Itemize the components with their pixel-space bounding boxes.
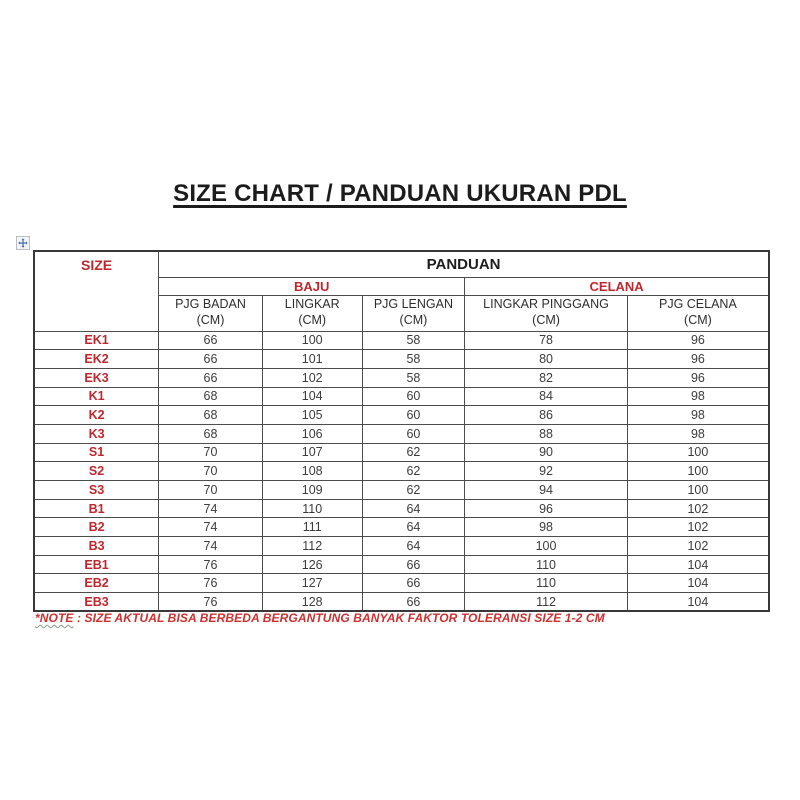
measurement-cell: 100 — [465, 537, 628, 556]
measurement-cell: 96 — [627, 368, 769, 387]
measurement-cell: 68 — [159, 424, 263, 443]
measurement-cell: 78 — [465, 331, 628, 350]
column-header-line1: LINGKAR PINGGANG — [483, 297, 609, 312]
measurement-cell: 76 — [159, 593, 263, 612]
measurement-cell: 102 — [262, 368, 362, 387]
table-row — [34, 462, 769, 481]
measurement-cell: 102 — [627, 537, 769, 556]
table-row — [34, 555, 769, 574]
size-label-cell: EB2 — [34, 574, 159, 593]
table-row — [34, 331, 769, 350]
measurement-cell: 82 — [465, 368, 628, 387]
column-header-line1: PJG LENGAN — [373, 297, 453, 312]
measurement-cell: 102 — [627, 518, 769, 537]
measurement-cell: 62 — [362, 481, 465, 500]
size-label-cell: EK3 — [34, 368, 159, 387]
measurement-cell: 74 — [159, 518, 263, 537]
table-row — [34, 368, 769, 387]
measurement-cell: 92 — [465, 462, 628, 481]
page-title: SIZE CHART / PANDUAN UKURAN PDL — [173, 180, 627, 207]
measurement-cell: 66 — [362, 574, 465, 593]
column-header-line1: LINGKAR — [284, 297, 340, 312]
column-header-line1: PJG BADAN — [175, 297, 246, 312]
measurement-cell: 64 — [362, 537, 465, 556]
measurement-cell: 66 — [362, 555, 465, 574]
measurement-cell: 108 — [262, 462, 362, 481]
measurement-cell: 109 — [262, 481, 362, 500]
footnote — [35, 611, 755, 625]
table-row — [34, 350, 769, 369]
measurement-cell: 104 — [627, 593, 769, 612]
size-label-cell: EK2 — [34, 350, 159, 369]
measurement-cell: 111 — [262, 518, 362, 537]
measurement-cell: 80 — [465, 350, 628, 369]
measurement-cell: 96 — [627, 331, 769, 350]
footnote-separator: : — [73, 611, 85, 625]
measurement-cell: 100 — [262, 331, 362, 350]
measurement-cell: 98 — [627, 424, 769, 443]
measurement-cell: 96 — [627, 350, 769, 369]
column-header-line2: (CM) — [196, 313, 225, 327]
measurement-cell: 112 — [465, 593, 628, 612]
measurement-cell: 60 — [362, 424, 465, 443]
table-row — [34, 574, 769, 593]
measurement-cell: 62 — [362, 443, 465, 462]
measurement-cell: 66 — [159, 368, 263, 387]
column-header-pjg-badan — [159, 295, 263, 331]
measurement-cell: 60 — [362, 406, 465, 425]
footnote-prefix: *NOTE — [35, 611, 74, 625]
size-label-cell: EB1 — [34, 555, 159, 574]
measurement-cell: 128 — [262, 593, 362, 612]
size-label-cell: K1 — [34, 387, 159, 406]
measurement-cell: 126 — [262, 555, 362, 574]
size-table-body — [34, 331, 769, 611]
size-label-cell: S3 — [34, 481, 159, 500]
table-row — [34, 443, 769, 462]
column-header-pjg-lengan — [362, 295, 465, 331]
column-header-line2: (CM) — [298, 313, 327, 327]
measurement-cell: 66 — [159, 350, 263, 369]
measurement-cell: 107 — [262, 443, 362, 462]
size-label-cell: S1 — [34, 443, 159, 462]
measurement-cell: 106 — [262, 424, 362, 443]
celana-group-header: CELANA — [465, 277, 769, 295]
table-row — [34, 424, 769, 443]
column-header-line1: PJG CELANA — [659, 297, 737, 312]
measurement-cell: 102 — [627, 499, 769, 518]
measurement-cell: 98 — [627, 406, 769, 425]
measurement-cell: 112 — [262, 537, 362, 556]
table-row — [34, 481, 769, 500]
size-label-cell: EB3 — [34, 593, 159, 612]
measurement-cell: 76 — [159, 555, 263, 574]
table-row — [34, 499, 769, 518]
measurement-cell: 100 — [627, 443, 769, 462]
size-label-cell: K2 — [34, 406, 159, 425]
table-row — [34, 593, 769, 612]
column-header-pjg-celana — [627, 295, 769, 331]
size-label-cell: S2 — [34, 462, 159, 481]
panduan-header: PANDUAN — [159, 251, 769, 277]
measurement-cell: 98 — [627, 387, 769, 406]
measurement-cell: 60 — [362, 387, 465, 406]
column-header-line2: (CM) — [532, 313, 560, 327]
measurement-cell: 74 — [159, 499, 263, 518]
table-row — [34, 387, 769, 406]
measurement-cell: 66 — [159, 331, 263, 350]
measurement-cell: 100 — [627, 462, 769, 481]
measurement-cell: 104 — [627, 574, 769, 593]
table-move-handle[interactable] — [16, 236, 30, 250]
column-header-line2: (CM) — [684, 313, 712, 327]
measurement-cell: 58 — [362, 331, 465, 350]
baju-group-header: BAJU — [159, 277, 465, 295]
measurement-cell: 70 — [159, 462, 263, 481]
table-row — [34, 518, 769, 537]
measurement-cell: 68 — [159, 387, 263, 406]
size-label-cell: B2 — [34, 518, 159, 537]
measurement-cell: 86 — [465, 406, 628, 425]
header-row-panduan — [34, 251, 769, 277]
measurement-cell: 104 — [627, 555, 769, 574]
size-label-cell: B3 — [34, 537, 159, 556]
measurement-cell: 70 — [159, 481, 263, 500]
column-header-lingkar — [262, 295, 362, 331]
measurement-cell: 68 — [159, 406, 263, 425]
column-header-line2: (CM) — [399, 313, 428, 327]
measurement-cell: 105 — [262, 406, 362, 425]
measurement-cell: 84 — [465, 387, 628, 406]
column-header-lingkar-pinggang — [465, 295, 628, 331]
move-cross-icon — [18, 238, 28, 248]
measurement-cell: 110 — [465, 574, 628, 593]
measurement-cell: 66 — [362, 593, 465, 612]
size-label-cell: EK1 — [34, 331, 159, 350]
measurement-cell: 62 — [362, 462, 465, 481]
measurement-cell: 110 — [262, 499, 362, 518]
measurement-cell: 58 — [362, 350, 465, 369]
measurement-cell: 94 — [465, 481, 628, 500]
measurement-cell: 76 — [159, 574, 263, 593]
measurement-cell: 70 — [159, 443, 263, 462]
size-chart-table — [33, 250, 770, 612]
table-row — [34, 537, 769, 556]
size-label-cell: K3 — [34, 424, 159, 443]
footnote-text: SIZE AKTUAL BISA BERBEDA BERGANTUNG BANYAK FAKTOR TOLERANSI SIZE 1-2 CM — [84, 611, 605, 625]
measurement-cell: 58 — [362, 368, 465, 387]
measurement-cell: 74 — [159, 537, 263, 556]
measurement-cell: 101 — [262, 350, 362, 369]
measurement-cell: 104 — [262, 387, 362, 406]
measurement-cell: 100 — [627, 481, 769, 500]
measurement-cell: 64 — [362, 499, 465, 518]
size-label-cell: B1 — [34, 499, 159, 518]
measurement-cell: 98 — [465, 518, 628, 537]
size-column-header: SIZE — [34, 251, 159, 331]
measurement-cell: 90 — [465, 443, 628, 462]
measurement-cell: 96 — [465, 499, 628, 518]
measurement-cell: 127 — [262, 574, 362, 593]
measurement-cell: 88 — [465, 424, 628, 443]
measurement-cell: 64 — [362, 518, 465, 537]
measurement-cell: 110 — [465, 555, 628, 574]
table-row — [34, 406, 769, 425]
